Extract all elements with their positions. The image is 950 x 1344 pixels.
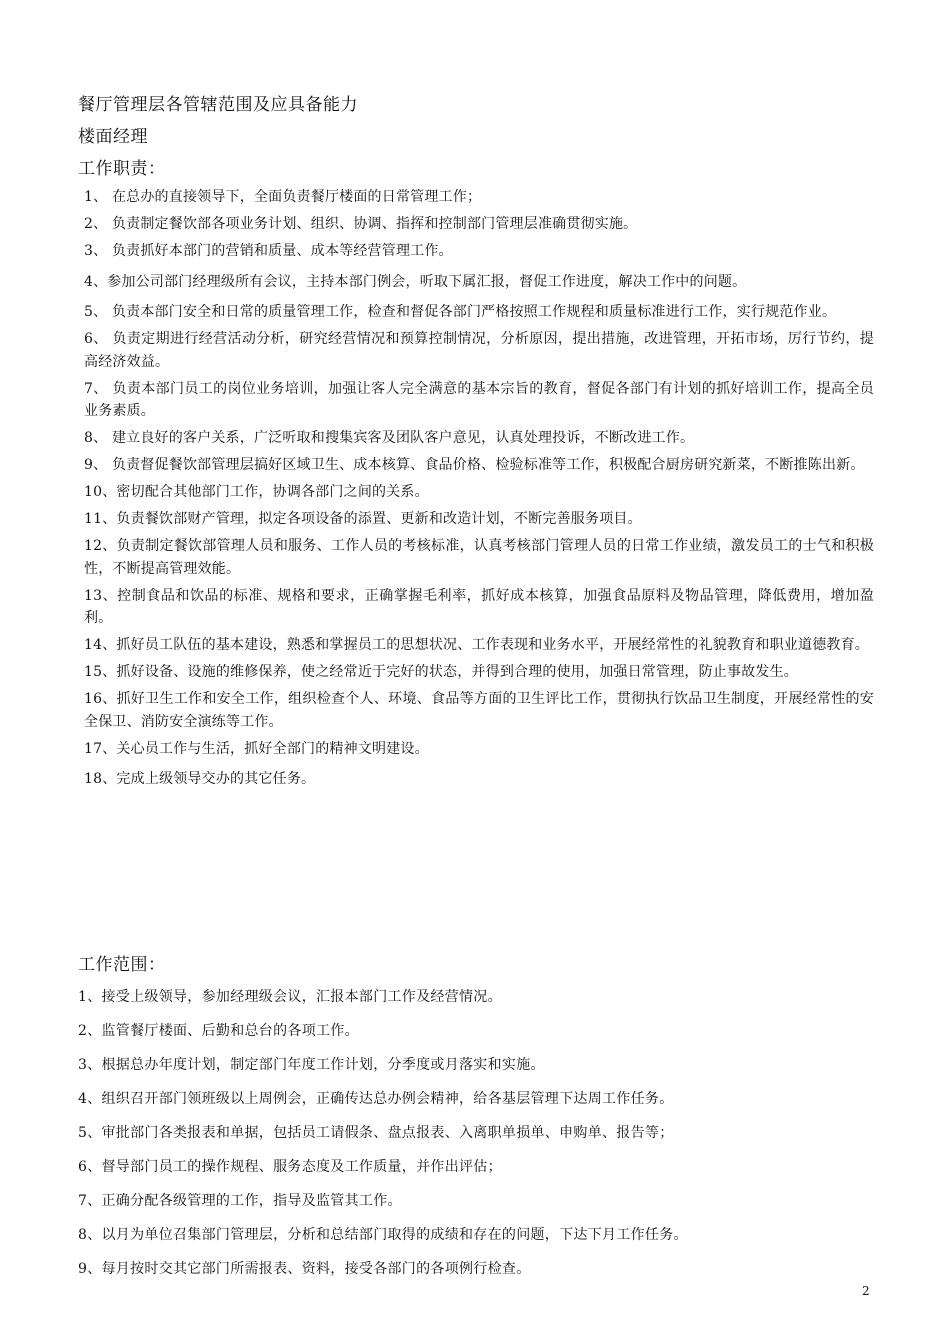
scope-item: 4、组织召开部门领班级以上周例会，正确传达总办例会精神，给各基层管理下达周工作任务。 (78, 1091, 674, 1107)
duty-item: 12、负责制定餐饮部管理人员和服务、工作人员的考核标准，认真考核部门管理人员的日常工作业绩，激发员工的士气和积极性，不断提高管理效能。 (84, 538, 874, 577)
duties-list (84, 186, 874, 795)
duty-item: 16、抓好卫生工作和安全工作，组织检查个人、环境、食品等方面的卫生评比工作，贯彻执行饮品卫生制度，开展经常性的安全保卫、消防安全演练等工作。 (84, 691, 874, 730)
duty-item: 17、关心员工作与生活，抓好全部门的精神文明建设。 (84, 740, 429, 757)
duty-item: 1、 在总办的直接领导下，全面负责餐厅楼面的日常管理工作； (84, 189, 482, 205)
duty-item: 2、 负责制定餐饮部各项业务计划、组织、协调、指挥和控制部门管理层准确贯彻实施。 (84, 216, 638, 232)
duty-item: 15、抓好设备、设施的维修保养，使之经常近于完好的状态，并得到合理的使用，加强日常管理，防止事故发生。 (84, 664, 799, 680)
scope-item: 7、正确分配各级管理的工作，指导及监管其工作。 (78, 1193, 402, 1209)
duty-item: 11、负责餐饮部财产管理，拟定各项设备的添置、更新和改造计划，不断完善服务项目。 (84, 511, 642, 527)
document-title: 餐厅管理层各管辖范围及应具备能力 (78, 95, 358, 115)
scope-heading: 工作范围： (78, 955, 166, 975)
scope-item: 5、审批部门各类报表和单据，包括员工请假条、盘点报表、入离职单损单、申购单、报告等； (78, 1125, 674, 1141)
duty-item: 9、 负责督促餐饮部管理层搞好区域卫生、成本核算、食品价格、检验标准等工作，积极配合厨房研究新菜，不断推陈出新。 (84, 457, 865, 473)
duty-item: 18、完成上级领导交办的其它任务。 (84, 771, 316, 787)
scope-item: 3、根据总办年度计划，制定部门年度工作计划，分季度或月落实和实施。 (78, 1057, 545, 1073)
duties-heading: 工作职责： (78, 159, 166, 179)
duty-item: 7、 负责本部门员工的岗位业务培训，加强让客人完全满意的基本宗旨的教育，督促各部门有计划的抓好培训工作，提高全员业务素质。 (84, 380, 874, 419)
duty-item: 3、 负责抓好本部门的营销和质量、成本等经营管理工作。 (84, 243, 453, 259)
duty-item: 13、控制食品和饮品的标准、规格和要求，正确掌握毛利率，抓好成本核算，加强食品原料及物品管理，降低费用，增加盈利。 (84, 587, 874, 626)
scope-item: 1、接受上级领导，参加经理级会议，汇报本部门工作及经营情况。 (78, 989, 502, 1005)
duty-item: 5、 负责本部门安全和日常的质量管理工作，检查和督促各部门严格按照工作规程和质量标准进行工作，实行规范作业。 (84, 304, 837, 320)
scope-list (78, 986, 868, 1292)
scope-item: 9、每月按时交其它部门所需报表、资料，接受各部门的各项例行检查。 (78, 1261, 531, 1277)
duty-item: 8、 建立良好的客户关系，广泛听取和搜集宾客及团队客户意见，认真处理投诉，不断改进工作。 (84, 430, 695, 446)
scope-item: 8、以月为单位召集部门管理层，分析和总结部门取得的成绩和存在的问题，下达下月工作任务。 (78, 1227, 688, 1243)
page-number: 2 (862, 1284, 870, 1298)
scope-item: 6、督导部门员工的操作规程、服务态度及工作质量，并作出评估； (78, 1159, 502, 1175)
position-title: 楼面经理 (78, 127, 148, 147)
duty-item: 4、参加公司部门经理级所有会议，主持本部门例会，听取下属汇报，督促工作进度，解决工作中的问题。 (84, 273, 747, 290)
duty-item: 10、密切配合其他部门工作，协调各部门之间的关系。 (84, 484, 429, 500)
duty-item: 14、抓好员工队伍的基本建设，熟悉和掌握员工的思想状况、工作表现和业务水平，开展经常性的礼貌教育和职业道德教育。 (84, 637, 870, 653)
duty-item: 6、 负责定期进行经营活动分析，研究经营情况和预算控制情况，分析原因，提出措施，改进管理，开拓市场，厉行节约，提高经济效益。 (84, 331, 874, 370)
scope-item: 2、监管餐厅楼面、后勤和总台的各项工作。 (78, 1023, 359, 1039)
